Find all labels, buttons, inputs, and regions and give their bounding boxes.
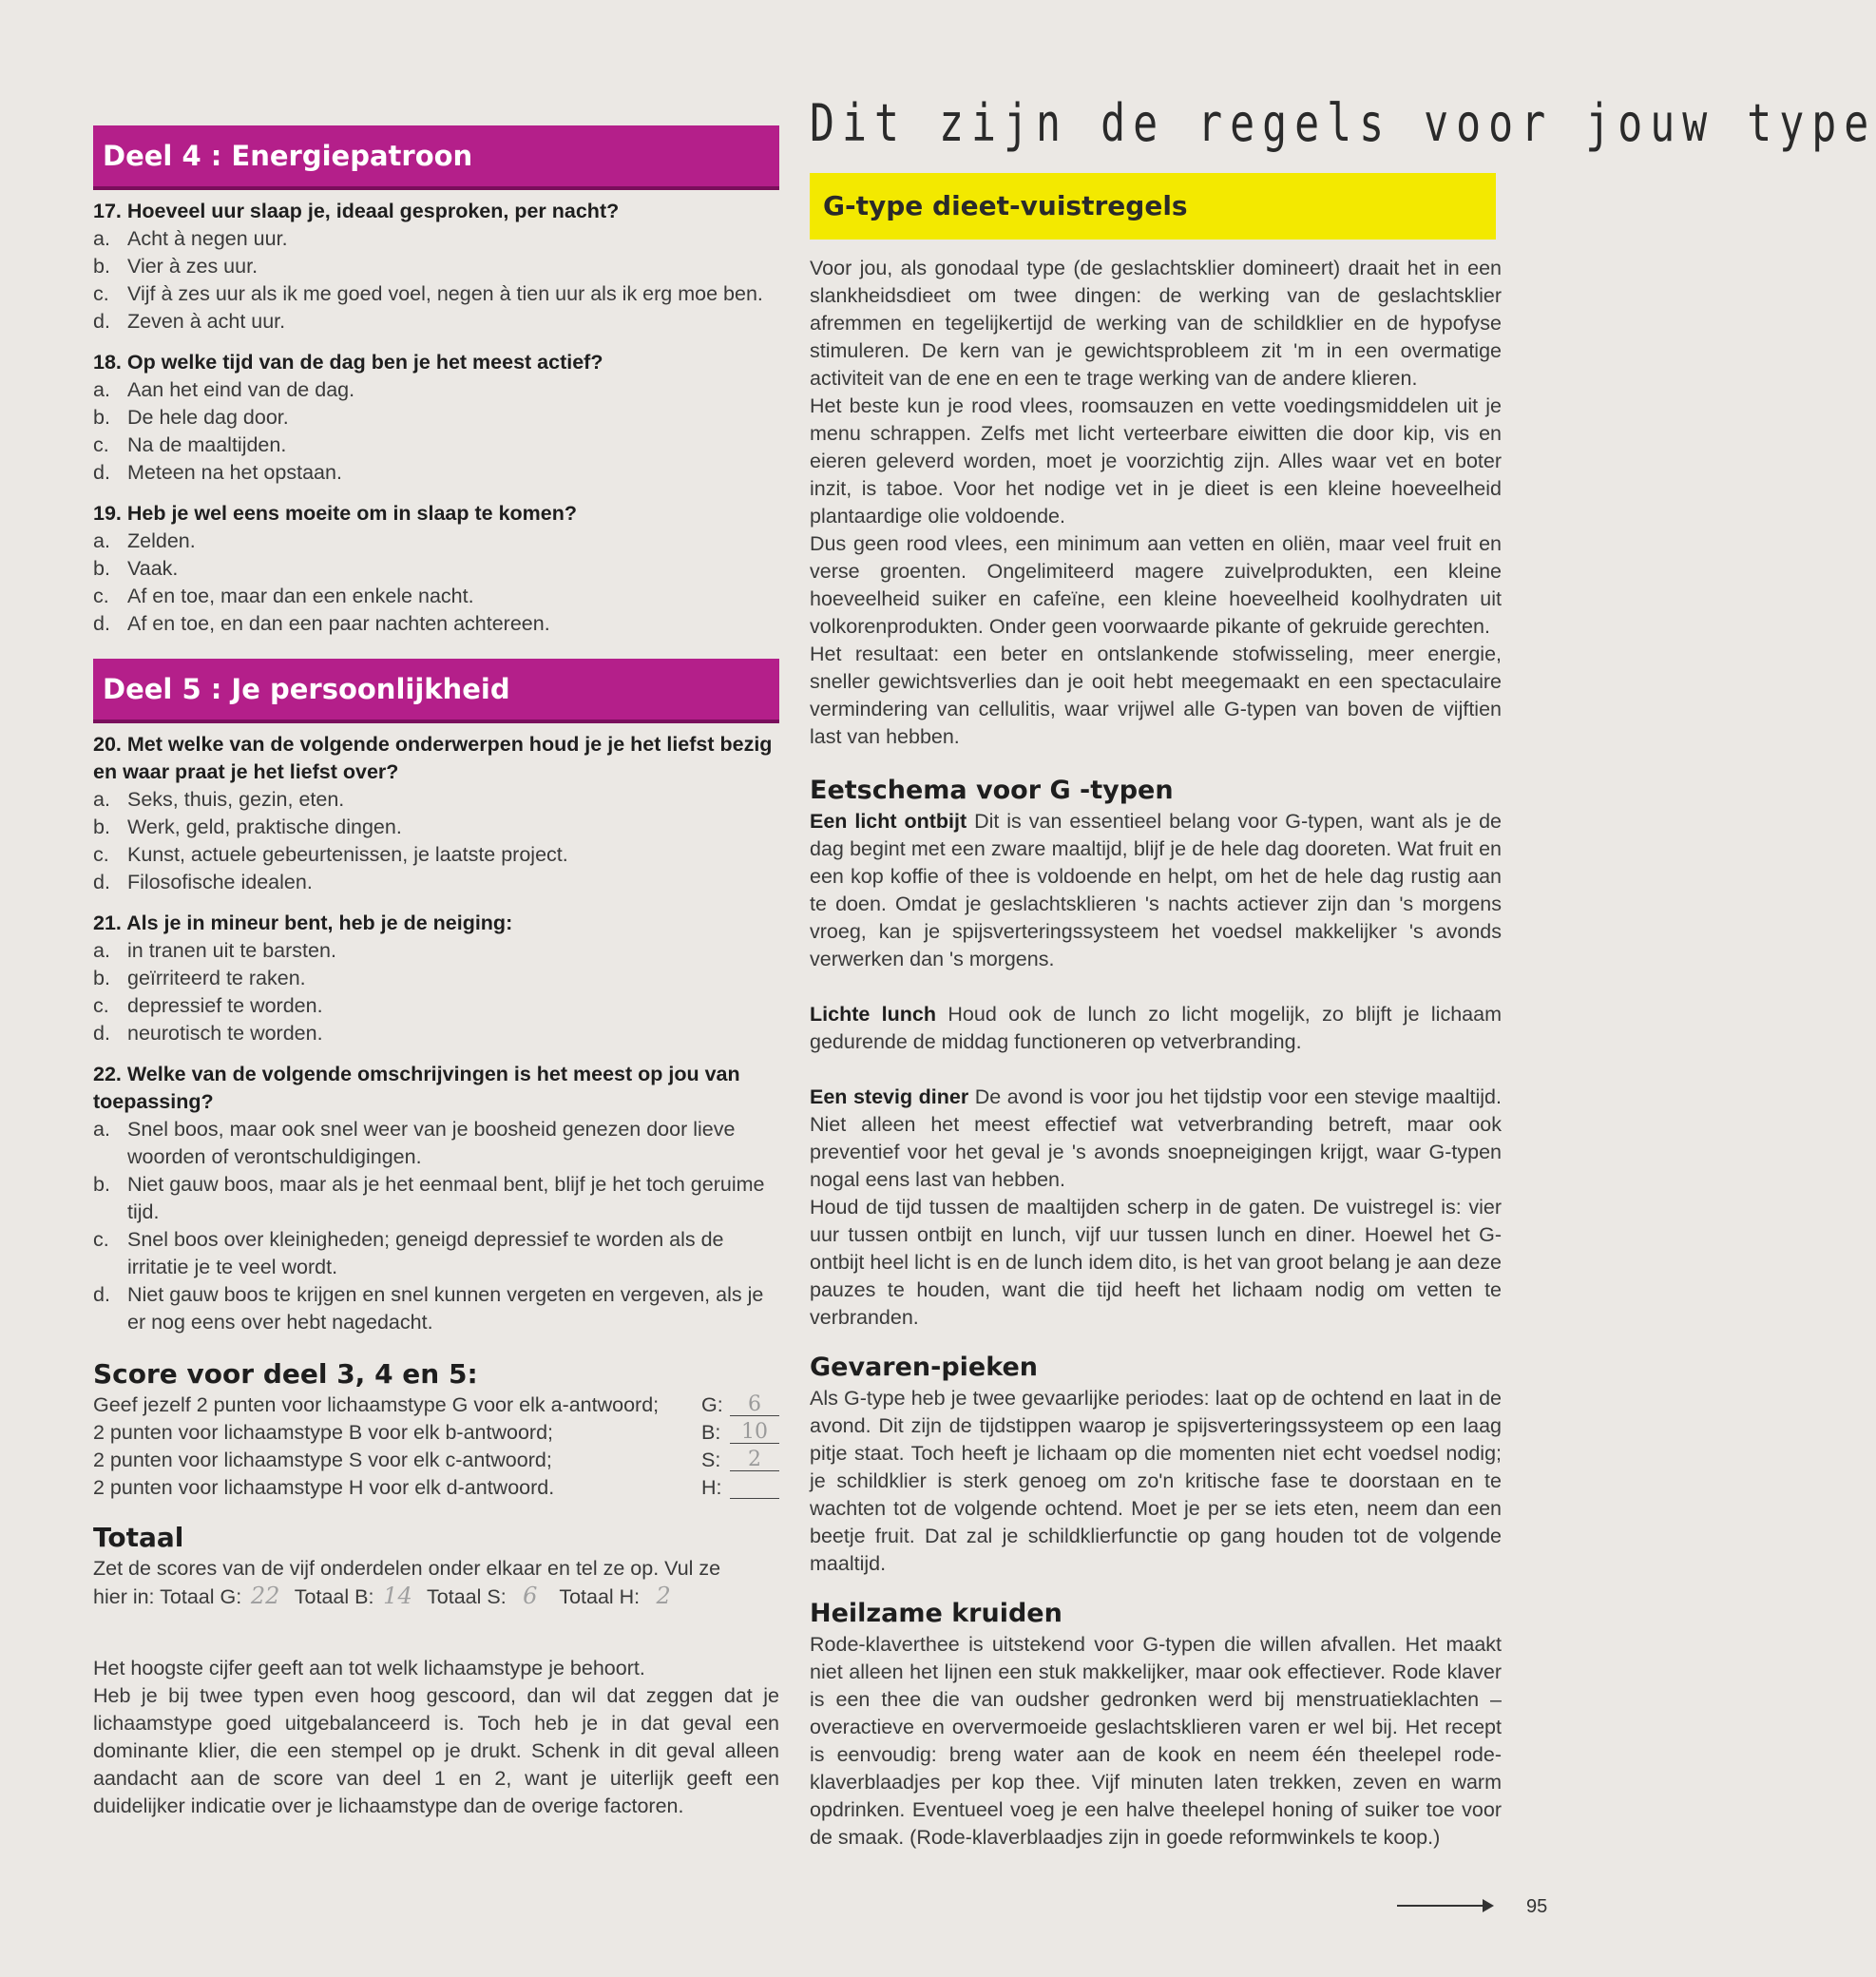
intro-paragraph: Het resultaat: een beter en ontslankende stofwisseling, meer energie, sneller gewichtsverlies dan je ooit hebt meegemaakt en een spectaculaire vermindering van cellulitis, waar vrijwel alle G-typen van boven de vijftien last van hebben. bbox=[810, 643, 1502, 748]
lunch-text: Houd ook de lunch zo licht mogelijk, zo blijft je lichaam gedurende de middag functioneren op vetverbranding. bbox=[810, 1003, 1502, 1053]
answer-option bbox=[93, 308, 779, 336]
totaal-p2: Heb je bij twee typen even hoog gescoord, dan wil dat zeggen dat je lichaamstype goed uitgebalanceerd is. Toch heb je in dat geval een dominante klier, die een stempel op je drukt. Schenk in dit geval alleen aandacht aan de score van deel 1 en 2, want je uiterlijk geeft een duidelijker indicatie over je lichaamstype dan de overige factoren. bbox=[93, 1684, 779, 1817]
totaal-h-value: 2 bbox=[656, 1583, 671, 1609]
option-letter: d. bbox=[93, 461, 110, 484]
answer-option bbox=[93, 225, 779, 253]
option-letter: c. bbox=[93, 433, 109, 456]
totaal-b-label: Totaal B: bbox=[294, 1585, 374, 1608]
answer-option bbox=[93, 555, 779, 583]
answer-option bbox=[93, 869, 779, 896]
deel5-questions bbox=[93, 731, 779, 1336]
option-text: Niet gauw boos, maar als je het eenmaal bent, blijf je het toch geruime tijd. bbox=[127, 1173, 765, 1223]
option-text: Seks, thuis, gezin, eten. bbox=[127, 788, 345, 811]
score-rule: 2 punten voor lichaamstype B voor elk b-antwoord; bbox=[93, 1421, 554, 1444]
answer-option bbox=[93, 1171, 779, 1226]
section-banner-g-type: G-type dieet-vuistregels bbox=[810, 173, 1496, 240]
question-block bbox=[93, 731, 779, 896]
option-letter: b. bbox=[93, 816, 110, 838]
totaal-result-paragraph bbox=[93, 1655, 779, 1820]
option-text: Snel boos, maar ook snel weer van je boosheid genezen door lieve woorden of verontschuldigingen. bbox=[127, 1118, 736, 1168]
answer-option bbox=[93, 841, 779, 869]
kruiden-paragraph: Rode-klaverthee is uitstekend voor G-typen die willen afvallen. Het maakt niet alleen het lijnen een stuk makkelijker, maar ook effectiever. Rode klaver is een thee die van oudsher gedronken werd bij menstruatieklachten – overactieve en oververmoeide geslachtsklieren varen er wel bij. Het recept is eenvoudig: breng water aan de kook en neem één theelepel rode-klaverblaadjes per kop thee. Vijf minuten laten trekken, zeven en warm opdrinken. Eventueel voeg je een halve theelepel honing of suiker toe voor de smaak. (Rode-klaverblaadjes zijn in goede reformwinkels te koop.) bbox=[810, 1633, 1502, 1849]
score-row bbox=[93, 1474, 779, 1502]
score-row bbox=[93, 1392, 779, 1419]
totaal-instructions bbox=[93, 1555, 779, 1611]
intro-paragraph: Het beste kun je rood vlees, roomsauzen en vette voedingsmiddelen uit je menu schrappen. Zelfs met licht verteerbare eiwitten die door kip, vis en eieren geleverd worden, moet je voorzichtig zijn. Alles waar vet en boter inzit, is taboe. Voor het nodige vet in je dieet is een kleine hoeveelheid plantaardige olie voldoende. bbox=[810, 394, 1502, 528]
score-value-field bbox=[730, 1478, 779, 1499]
question-text: 18. Op welke tijd van de dag ben je het meest actief? bbox=[93, 351, 603, 374]
page-title: Dit zijn de regels voor jouw type bbox=[810, 93, 1876, 153]
score-type-label: S: bbox=[701, 1449, 721, 1471]
option-letter: a. bbox=[93, 788, 110, 811]
option-letter: a. bbox=[93, 227, 110, 250]
kruiden-heading: Heilzame kruiden bbox=[810, 1599, 1062, 1628]
intro-text bbox=[810, 255, 1502, 751]
score-type-label: G: bbox=[701, 1393, 723, 1416]
gevaren-paragraph: Als G-type heb je twee gevaarlijke periodes: laat op de ochtend en laat in de avond. Dit zijn de tijdstippen waarop je spijsverteringssysteem op een laag pitje staat. Toch heeft je lichaam op die momenten niet echt voedsel nodig; je schildklier is sterk genoeg om zo'n kritische fase te doorstaan en te wachten tot de volgende ochtend. Moet je per se iets eten, neem dan een beetje fruit. Dat zal je schildklierfunctie op gang houden tot de volgende maaltijd. bbox=[810, 1387, 1502, 1575]
option-text: in tranen uit te barsten. bbox=[127, 939, 336, 962]
score-rule: 2 punten voor lichaamstype S voor elk c-antwoord; bbox=[93, 1449, 552, 1471]
question-block bbox=[93, 1061, 779, 1336]
totaal-g-label: Totaal G: bbox=[160, 1585, 242, 1608]
totaal-s-label: Totaal S: bbox=[427, 1585, 507, 1608]
score-row bbox=[93, 1419, 779, 1447]
score-row bbox=[93, 1447, 779, 1474]
section-banner-deel5: Deel 5 : Je persoonlijkheid bbox=[93, 659, 779, 723]
answer-option bbox=[93, 583, 779, 610]
score-value-field: 2 bbox=[730, 1450, 779, 1471]
option-letter: a. bbox=[93, 1118, 110, 1141]
section-banner-deel4: Deel 4 : Energiepatroon bbox=[93, 125, 779, 190]
question-text: 20. Met welke van de volgende onderwerpen houd je je het liefst bezig en waar praat je het liefst over? bbox=[93, 733, 773, 783]
totaal-h-label: Totaal H: bbox=[559, 1585, 641, 1608]
option-text: De hele dag door. bbox=[127, 406, 289, 429]
ontbijt-text: Dit is van essentieel belang voor G-typen, want als je de dag begint met een zware maaltijd, blijf je de hele dag dooreten. Wat fruit en een kop koffie of thee is voldoende en helpt, om het de hele dag rustig aan te doen. Omdat je geslachtsklieren 's nachts actiever zijn dan 's morgens vroeg, kan je spijsverteringssysteem het voedsel makkelijker 's avonds verwerken dan 's morgens. bbox=[810, 810, 1503, 970]
option-letter: d. bbox=[93, 310, 110, 333]
question-text: 21. Als je in mineur bent, heb je de neiging: bbox=[93, 912, 513, 934]
answer-option bbox=[93, 786, 779, 814]
option-letter: d. bbox=[93, 1283, 110, 1306]
totaal-p1: Het hoogste cijfer geeft aan tot welk lichaamstype je behoort. bbox=[93, 1657, 645, 1679]
option-letter: d. bbox=[93, 612, 110, 635]
score-heading: Score voor deel 3, 4 en 5: bbox=[93, 1358, 478, 1390]
option-letter: c. bbox=[93, 282, 109, 305]
question-block bbox=[93, 198, 779, 336]
option-text: neurotisch te worden. bbox=[127, 1022, 323, 1045]
option-text: Vijf à zes uur als ik me goed voel, negen à tien uur als ik erg moe ben. bbox=[127, 282, 763, 305]
answer-option bbox=[93, 814, 779, 841]
option-text: Vier à zes uur. bbox=[127, 255, 258, 278]
option-text: Acht à negen uur. bbox=[127, 227, 288, 250]
option-text: depressief te worden. bbox=[127, 994, 323, 1017]
option-text: Na de maaltijden. bbox=[127, 433, 287, 456]
option-text: Niet gauw boos te krijgen en snel kunnen vergeten en vergeven, als je er nog eens over hebt nagedacht. bbox=[127, 1283, 764, 1334]
option-text: Werk, geld, praktische dingen. bbox=[127, 816, 402, 838]
option-letter: c. bbox=[93, 843, 109, 866]
option-text: Aan het eind van de dag. bbox=[127, 378, 355, 401]
answer-option bbox=[93, 1281, 779, 1336]
answer-option bbox=[93, 1020, 779, 1047]
diner-lead: Een stevig diner bbox=[810, 1085, 969, 1108]
score-value-field: 6 bbox=[730, 1395, 779, 1416]
answer-option bbox=[93, 610, 779, 638]
deel4-questions bbox=[93, 198, 779, 638]
gevaren-heading: Gevaren-pieken bbox=[810, 1353, 1039, 1382]
question-text: 22. Welke van de volgende omschrijvingen is het meest op jou van toepassing? bbox=[93, 1063, 740, 1113]
answer-option bbox=[93, 459, 779, 487]
option-letter: c. bbox=[93, 585, 109, 607]
answer-option bbox=[93, 280, 779, 308]
score-table bbox=[93, 1392, 779, 1502]
totaal-line1: Zet de scores van de vijf onderdelen onder elkaar en tel ze op. Vul ze bbox=[93, 1557, 721, 1580]
intro-paragraph: Dus geen rood vlees, een minimum aan vetten en oliën, maar veel fruit en verse groenten. Ongelimiteerd magere zuivelprodukten, een kleine hoeveelheid suiker en cafeïne, een kleine hoeveelheid koolhydraten uit volkorenprodukten. Onder geen voorwaarde pikante of gekruide gerechten. bbox=[810, 532, 1502, 638]
option-letter: a. bbox=[93, 378, 110, 401]
option-text: Af en toe, maar dan een enkele nacht. bbox=[127, 585, 474, 607]
score-type-label: B: bbox=[701, 1421, 721, 1444]
option-text: geïrriteerd te raken. bbox=[127, 967, 306, 989]
option-letter: a. bbox=[93, 529, 110, 552]
score-value-field: 10 bbox=[730, 1423, 779, 1444]
option-letter: d. bbox=[93, 871, 110, 893]
answer-option bbox=[93, 432, 779, 459]
left-column bbox=[93, 125, 779, 1820]
option-letter: b. bbox=[93, 1173, 110, 1196]
option-letter: d. bbox=[93, 1022, 110, 1045]
option-text: Zelden. bbox=[127, 529, 196, 552]
option-text: Zeven à acht uur. bbox=[127, 310, 286, 333]
diner-text: De avond is voor jou het tijdstip voor een stevige maaltijd. Niet alleen het meest effectief wat vetverbranding betreft, maar ook preventief voor het geval je 's avonds snoepneigingen krijgt, waar G-typen nogal eens last van hebben. bbox=[810, 1085, 1502, 1191]
score-rule: 2 punten voor lichaamstype H voor elk d-antwoord. bbox=[93, 1476, 555, 1499]
score-rule: Geef jezelf 2 punten voor lichaamstype G voor elk a-antwoord; bbox=[93, 1393, 660, 1416]
score-type-label: H: bbox=[701, 1476, 722, 1499]
intro-paragraph: Voor jou, als gonodaal type (de geslachtsklier domineert) draait het in een slankheidsdieet om twee dingen: de werking van de geslachtsklier afremmen en tegelijkertijd de werking van de schildklier en de hypofyse stimuleren. De kern van je gewichtsprobleem zit 'm in een overmatige activiteit van de ene en een te trage werking van de andere klieren. bbox=[810, 257, 1502, 390]
option-letter: a. bbox=[93, 939, 110, 962]
option-text: Snel boos over kleinigheden; geneigd depressief te worden als de irritatie je te veel wordt. bbox=[127, 1228, 724, 1278]
option-letter: b. bbox=[93, 557, 110, 580]
totaal-heading: Totaal bbox=[93, 1522, 184, 1553]
option-text: Af en toe, en dan een paar nachten achtereen. bbox=[127, 612, 550, 635]
option-letter: b. bbox=[93, 406, 110, 429]
lunch-lead: Lichte lunch bbox=[810, 1003, 937, 1026]
answer-option bbox=[93, 937, 779, 965]
totaal-g-value: 22 bbox=[250, 1583, 280, 1609]
answer-option bbox=[93, 376, 779, 404]
question-block bbox=[93, 349, 779, 487]
tijd-paragraph: Houd de tijd tussen de maaltijden scherp in de gaten. De vuistregel is: vier uur tussen ontbijt en lunch, vijf uur tussen lunch en diner. Hoewel het G-ontbijt heel licht is en de lunch idem dito, is het van groot belang je aan deze pauzes te houden, want die tijd heeft het lichaam nodig om vetten te verbranden. bbox=[810, 1196, 1502, 1329]
ontbijt-paragraph bbox=[810, 808, 1502, 973]
answer-option bbox=[93, 1116, 779, 1171]
right-column bbox=[810, 86, 1876, 1852]
answer-option bbox=[93, 404, 779, 432]
next-page-arrow-icon bbox=[1397, 1905, 1492, 1907]
totaal-s-value: 6 bbox=[523, 1583, 538, 1609]
option-letter: c. bbox=[93, 994, 109, 1017]
answer-option bbox=[93, 253, 779, 280]
question-block bbox=[93, 910, 779, 1047]
question-text: 17. Hoeveel uur slaap je, ideaal gesproken, per nacht? bbox=[93, 200, 620, 222]
option-text: Vaak. bbox=[127, 557, 179, 580]
option-text: Meteen na het opstaan. bbox=[127, 461, 342, 484]
question-text: 19. Heb je wel eens moeite om in slaap te komen? bbox=[93, 502, 578, 525]
totaal-b-value: 14 bbox=[383, 1583, 412, 1609]
page-number: 95 bbox=[1526, 1896, 1548, 1917]
option-letter: b. bbox=[93, 255, 110, 278]
ontbijt-lead: Een licht ontbijt bbox=[810, 810, 967, 833]
answer-option bbox=[93, 965, 779, 992]
answer-option bbox=[93, 992, 779, 1020]
lunch-paragraph bbox=[810, 1001, 1502, 1056]
option-text: Kunst, actuele gebeurtenissen, je laatste project. bbox=[127, 843, 568, 866]
eetschema-heading: Eetschema voor G -typen bbox=[810, 776, 1174, 805]
question-block bbox=[93, 500, 779, 638]
option-letter: b. bbox=[93, 967, 110, 989]
option-text: Filosofische idealen. bbox=[127, 871, 313, 893]
diner-paragraph bbox=[810, 1084, 1502, 1194]
answer-option bbox=[93, 528, 779, 555]
totaal-hier: hier in: bbox=[93, 1585, 155, 1608]
answer-option bbox=[93, 1226, 779, 1281]
option-letter: c. bbox=[93, 1228, 109, 1251]
